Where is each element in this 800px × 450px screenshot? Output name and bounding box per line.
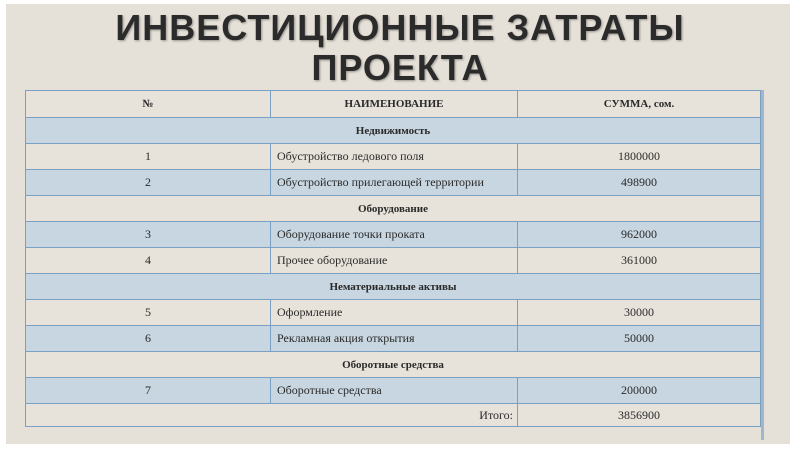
- table-edge-shadow: [761, 90, 764, 440]
- title-line-2: ПРОЕКТА: [311, 47, 489, 88]
- header-sum: СУММА, сом.: [518, 91, 761, 118]
- row-num: 6: [26, 326, 271, 352]
- row-num: 3: [26, 222, 271, 248]
- table-row: [26, 326, 761, 352]
- row-name: Оформление: [271, 300, 518, 326]
- section-title: Недвижимость: [26, 118, 761, 144]
- row-num: 5: [26, 300, 271, 326]
- table-row: [26, 248, 761, 274]
- section-title: Нематериальные активы: [26, 274, 761, 300]
- section-row: [26, 196, 761, 222]
- row-name: Оборудование точки проката: [271, 222, 518, 248]
- row-name: Оборотные средства: [271, 378, 518, 404]
- section-title: Оборотные средства: [26, 352, 761, 378]
- row-name: Прочее оборудование: [271, 248, 518, 274]
- row-num: 2: [26, 170, 271, 196]
- section-row: [26, 274, 761, 300]
- row-name: Обустройство ледового поля: [271, 144, 518, 170]
- section-title: Оборудование: [26, 196, 761, 222]
- investment-table: [25, 90, 761, 427]
- row-sum: 50000: [518, 326, 761, 352]
- section-row: [26, 118, 761, 144]
- row-sum: 962000: [518, 222, 761, 248]
- table-row: [26, 300, 761, 326]
- row-num: 4: [26, 248, 271, 274]
- table-row: [26, 170, 761, 196]
- total-label: Итого:: [26, 404, 518, 427]
- table-row: [26, 144, 761, 170]
- table-header-row: [26, 91, 761, 118]
- row-sum: 1800000: [518, 144, 761, 170]
- total-row: [26, 404, 761, 427]
- section-row: [26, 352, 761, 378]
- total-sum: 3856900: [518, 404, 761, 427]
- row-num: 7: [26, 378, 271, 404]
- row-sum: 200000: [518, 378, 761, 404]
- row-name: Обустройство прилегающей территории: [271, 170, 518, 196]
- row-num: 1: [26, 144, 271, 170]
- title-line-1: ИНВЕСТИЦИОННЫЕ ЗАТРАТЫ: [115, 7, 685, 48]
- slide-title: [0, 8, 800, 88]
- row-name: Рекламная акция открытия: [271, 326, 518, 352]
- header-num: №: [26, 91, 271, 118]
- row-sum: 30000: [518, 300, 761, 326]
- table-row: [26, 378, 761, 404]
- header-name: НАИМЕНОВАНИЕ: [271, 91, 518, 118]
- row-sum: 498900: [518, 170, 761, 196]
- row-sum: 361000: [518, 248, 761, 274]
- table-row: [26, 222, 761, 248]
